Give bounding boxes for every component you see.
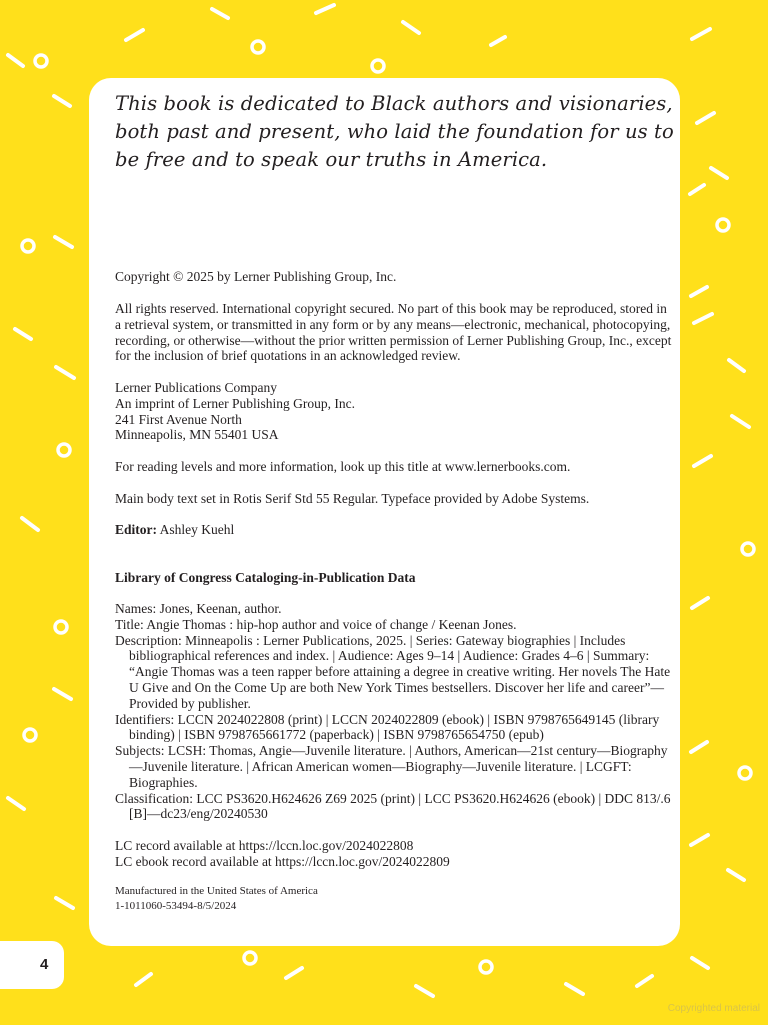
cip-subjects: Subjects: LCSH: Thomas, Angie—Juvenile literature. | Authors, American—21st century—Biography—Juvenile literature. | African American women—Biography—Juvenile literature. | LCGFT: Biographies. (115, 743, 668, 790)
lc-ebook-record: LC ebook record available at https://lccn.loc.gov/2024022809 (115, 853, 450, 869)
copyright-watermark: Copyrighted material (667, 1003, 760, 1014)
editor-name: Ashley Kuehl (159, 522, 235, 537)
publisher-imprint: An imprint of Lerner Publishing Group, Inc. (115, 395, 355, 411)
page-number: 4 (40, 956, 49, 973)
publisher-name: Lerner Publications Company (115, 380, 277, 395)
cip-names: Names: Jones, Keenan, author. (115, 601, 282, 616)
typeface-note: Main body text set in Rotis Serif Std 55 Regular. Typeface provided by Adobe Systems. (115, 491, 590, 506)
page-number-tab (0, 941, 64, 989)
editor-credit (115, 522, 673, 538)
print-code: 1-1011060-53494-8/5/2024 (115, 900, 237, 912)
reading-levels-note: For reading levels and more information, look up this title at www.lernerbooks.com. (115, 459, 571, 474)
cip-data-block (115, 601, 673, 822)
rights-statement: All rights reserved. International copyright secured. No part of this book may be reproduced, stored in a retrieval system, or transmitted in any form or by any means—electronic, mechanical, photocopying, recording, or otherwise—without the prior written permission of Lerner Publishing Group, Inc., except for the inclusion of brief quotations in an acknowledged review. (115, 301, 672, 364)
copyright-page-card (89, 78, 680, 946)
copyright-notice: Copyright © 2025 by Lerner Publishing Group, Inc. (115, 269, 397, 284)
cip-description: Description: Minneapolis : Lerner Publications, 2025. | Series: Gateway biographies | Includes bibliographical references and index. | Audience: Ages 9–14 | Audience: Grades 4–6 | Summary: “Angie Thomas was a teen rapper before attaining a degree in creative writing. Her novels The Hate U Give and On the Come Up are both New York Times bestsellers. Discover her life and career”— Provided by publisher. (115, 632, 671, 711)
manufactured-location: Manufactured in the United States of America (115, 885, 318, 897)
editor-label: Editor: (115, 522, 157, 537)
lc-record-links (115, 838, 673, 870)
publisher-city: Minneapolis, MN 55401 USA (115, 427, 279, 443)
dedication-text: This book is dedicated to Black authors and visionaries, both past and present, who laid the foundation for us to be free and to speak our truths in America. (115, 92, 674, 171)
cip-identifiers: Identifiers: LCCN 2024022808 (print) | LCCN 2024022809 (ebook) | ISBN 9798765649145 (library binding) | ISBN 9798765661772 (paperback) | ISBN 9798765654750 (epub) (115, 711, 660, 743)
cip-heading: Library of Congress Cataloging-in-Publication Data (115, 570, 416, 585)
publisher-street: 241 First Avenue North (115, 411, 242, 427)
cip-title: Title: Angie Thomas : hip-hop author and voice of change / Keenan Jones. (115, 616, 517, 632)
manufacturing-info (115, 884, 673, 914)
cip-classification: Classification: LCC PS3620.H624626 Z69 2025 (print) | LCC PS3620.H624626 (ebook) | DDC 813/.6 [B]—dc23/eng/20240530 (115, 790, 671, 822)
lc-record: LC record available at https://lccn.loc.gov/2024022808 (115, 838, 414, 853)
publisher-address (115, 380, 673, 443)
